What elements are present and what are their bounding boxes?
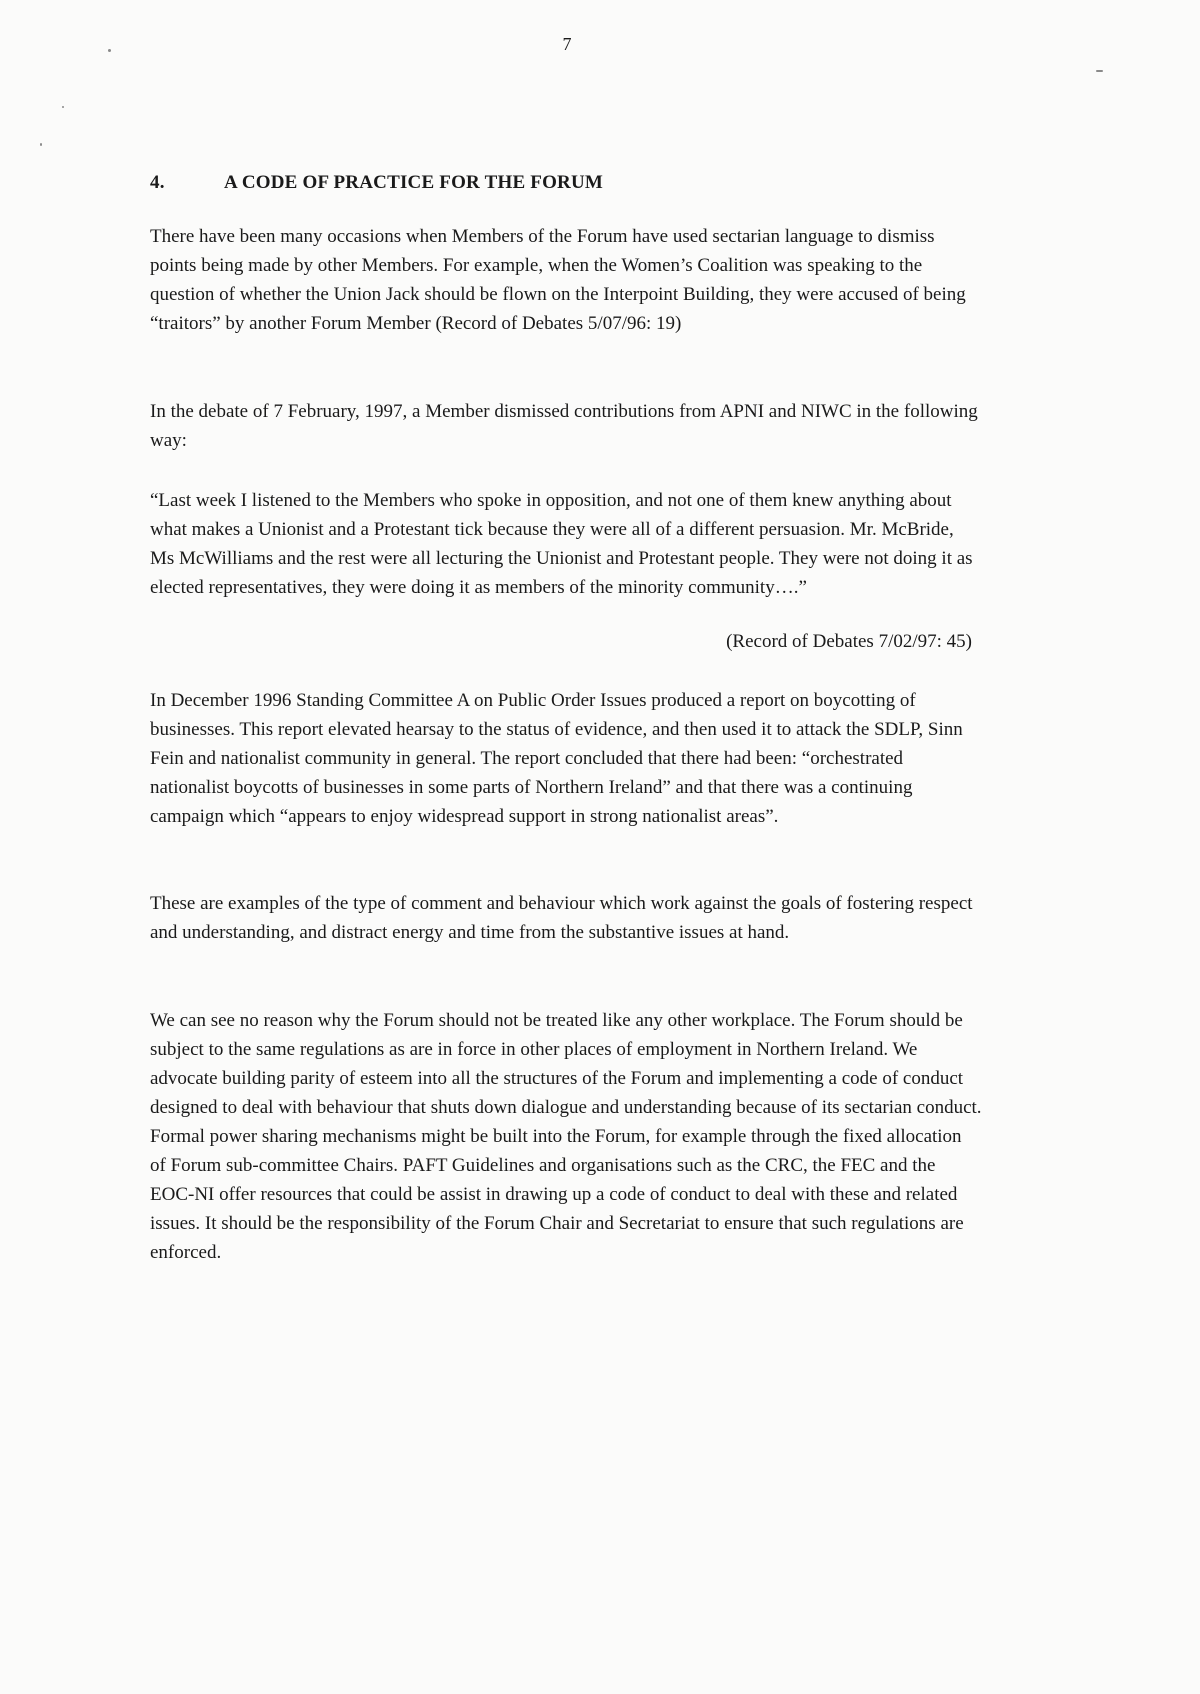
section-title: A CODE OF PRACTICE FOR THE FORUM [224,172,604,193]
paragraph-debate-intro: In the debate of 7 February, 1997, a Member dismissed contributions from APNI and NIWC in the following way: [150,401,978,451]
quote-citation: (Record of Debates 7/02/97: 45) [726,631,972,652]
block-quote: “Last week I listened to the Members who spoke in opposition, and not one of them knew anything about what makes a Unionist and a Protestant tick because they were all of a different persuasion. Mr. McBride, Ms McWilliams and the rest were all lecturing the Unionist and Protestant people. They were not doing it as elected representatives, they were doing it as members of the minority community….” [150,490,973,598]
page-number: 7 [562,34,572,54]
scan-speck [62,106,64,108]
scan-speck [1096,70,1103,72]
paragraph-examples-summary: These are examples of the type of comment and behaviour which work against the goals of fostering respect and understanding, and distract energy and time from the substantive issues at hand. [150,893,973,943]
paragraph-boycott-report: In December 1996 Standing Committee A on Public Order Issues produced a report on boycotting of businesses. This report elevated hearsay to the status of evidence, and then used it to attack the SDLP, Sinn Fein and nationalist community in general. The report concluded that there had been: “orchestrated nationalist boycotts of businesses in some parts of Northern Ireland” and that there was a continuing campaign which “appears to enjoy widespread support in strong nationalist areas”. [150,690,963,827]
paragraph-sectarian-language: There have been many occasions when Members of the Forum have used sectarian language to dismiss points being made by other Members. For example, when the Women’s Coalition was speaking to the question of whether the Union Jack should be flown on the Interpoint Building, they were accused of being “traitors” by another Forum Member (Record of Debates 5/07/96: 19) [150,226,966,334]
section-number: 4. [150,172,165,193]
section-heading [150,168,603,197]
paragraph-workplace-code: We can see no reason why the Forum should not be treated like any other workplace. The Forum should be subject to the same regulations as are in force in other places of employment in Northern Ireland. We advocate building parity of esteem into all the structures of the Forum and implementing a code of conduct designed to deal with behaviour that shuts down dialogue and understanding because of its sectarian conduct. Formal power sharing mechanisms might be built into the Forum, for example through the fixed allocation of Forum sub-committee Chairs. PAFT Guidelines and organisations such as the CRC, the FEC and the EOC-NI offer resources that could be assist in drawing up a code of conduct to deal with these and related issues. It should be the responsibility of the Forum Chair and Secretariat to ensure that such regulations are enforced. [150,1010,982,1263]
scan-speck [40,143,42,146]
